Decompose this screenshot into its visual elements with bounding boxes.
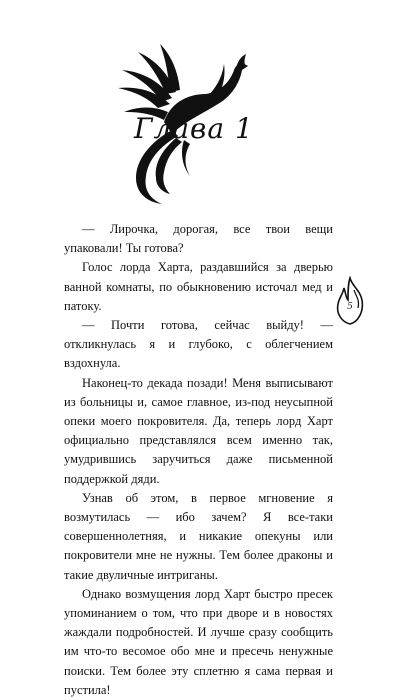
paragraph: Узнав об этом, в первое мгновение я возмутилась — ибо зачем? Я все-таки совершеннолетняя, и никакие опекуны или покровители мне не нужны. Тем более драконы и такие двуличные интриганы. bbox=[64, 490, 333, 582]
paragraph: Наконец-то декада позади! Меня выписывают из больницы и, самое главное, из-под неусыпной опеки моего покровителя. Да, теперь лорд Харт официально представлялся всем именно так, умудрившись заручиться даже письменной поддержкой дяди. bbox=[64, 375, 333, 486]
page-number: 5 bbox=[347, 302, 353, 312]
chapter-title: Глава 1 bbox=[134, 112, 254, 145]
paragraph: Голос лорда Харта, раздавшийся за дверью ванной комнаты, по обыкновению источал мед и патоку. bbox=[64, 260, 333, 313]
chapter-body bbox=[64, 220, 333, 700]
paragraph: Однако возмущения лорд Харт быстро пресек упоминанием о том, что при дворе и в новостях жаждали подробностей. И лучше сразу сообщить им что-то весомое обо мне и пресечь ненужные поиски. Тем более эту сплетню я сама первая и пустила! bbox=[64, 586, 333, 697]
flame-icon bbox=[334, 276, 366, 326]
paragraph: — Лирочка, дорогая, все твои вещи упаковали! Ты готова? bbox=[64, 222, 333, 256]
paragraph: — Почти готова, сейчас выйду! — откликнулась я и глубоко, с облегчением вздохнула. bbox=[64, 318, 333, 371]
